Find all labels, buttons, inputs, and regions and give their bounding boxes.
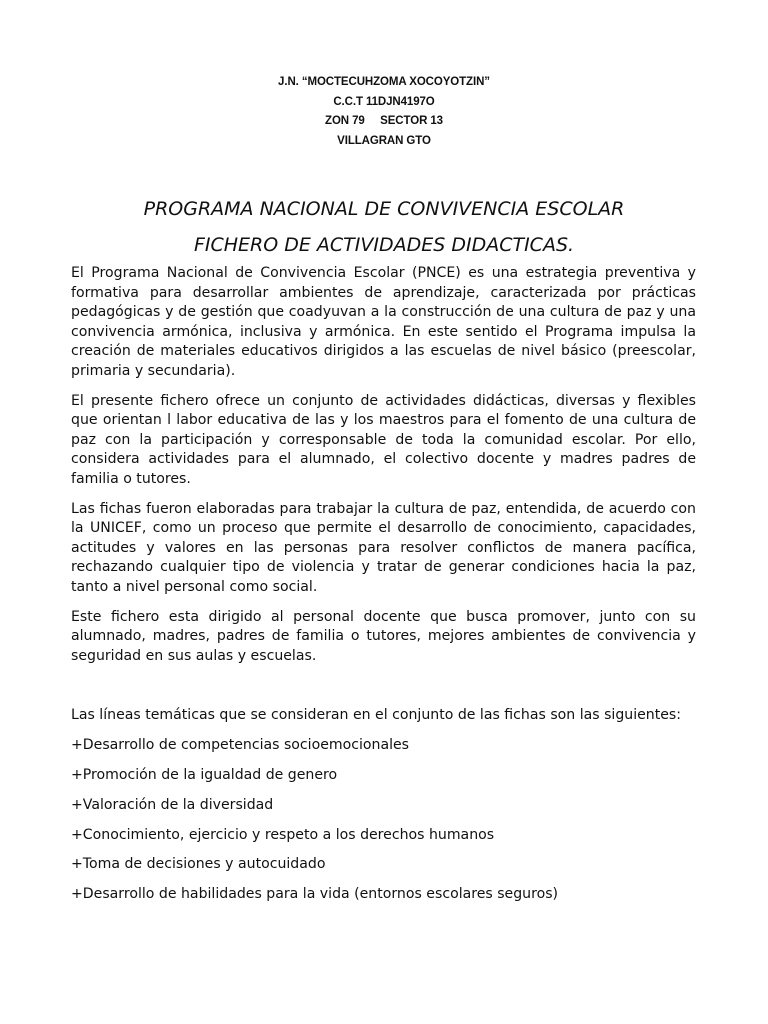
school-header [0, 73, 768, 151]
paragraph-dirigido: Este fichero esta dirigido al personal docente que busca promover, junto con su alumnado, madres, padres de familia o tutores, mejores ambientes de convivencia y seguridad en sus aulas y escuelas. [71, 608, 696, 664]
title-line-2: FICHERO DE ACTIVIDADES DIDACTICAS. [193, 234, 575, 256]
school-zone-sector: ZON 79 SECTOR 13 [325, 115, 443, 127]
paragraph-fichero: El presente fichero ofrece un conjunto de actividades didácticas, diversas y flexibles que orientan l labor educativa de las y los maestros para el fomento de una cultura de paz con la participación y corresponsable de toda la comunidad escolar. Por ello, considera actividades para el alumnado, el colectivo docente y madres padres de familia o tutores. [71, 392, 696, 487]
thematic-line-item: +Promoción de la igualdad de genero [71, 766, 338, 783]
thematic-line-item: +Valoración de la diversidad [71, 796, 274, 813]
paragraph-fichas: Las fichas fueron elaboradas para trabajar la cultura de paz, entendida, de acuerdo con la UNICEF, como un proceso que permite el desarrollo de conocimiento, capacidades, actitudes y valores en las personas para resolver conflictos de manera pacífica, rechazando cualquier tipo de violencia y tratar de generar condiciones hacia la paz, tanto a nivel personal como social. [71, 500, 696, 595]
thematic-line-item: +Conocimiento, ejercicio y respeto a los derechos humanos [71, 826, 495, 843]
document-body [71, 264, 696, 915]
title-line-1: PROGRAMA NACIONAL DE CONVIVENCIA ESCOLAR [143, 198, 625, 220]
thematic-line-item: +Desarrollo de habilidades para la vida (entornos escolares seguros) [71, 886, 559, 903]
thematic-line-item: +Toma de decisiones y autocuidado [71, 856, 326, 873]
document-title [0, 191, 768, 263]
thematic-line-item: +Desarrollo de competencias socioemocionales [71, 736, 410, 753]
thematic-lines-intro: Las líneas temáticas que se consideran en el conjunto de las fichas son las siguientes: [71, 707, 682, 724]
school-name: J.N. “MOCTECUHZOMA XOCOYOTZIN” [278, 76, 490, 88]
paragraph-intro: El Programa Nacional de Convivencia Escolar (PNCE) es una estrategia preventiva y formativa para desarrollar ambientes de aprendizaje, caracterizada por prácticas pedagógicas y de gestión que coadyuvan a la construcción de una cultura de paz y una convivencia armónica, inclusiva y armónica. En este sentido el Programa impulsa la creación de materiales educativos dirigidos a las escuelas de nivel básico (preescolar, primaria y secundaria). [71, 265, 696, 379]
school-location: VILLAGRAN GTO [337, 134, 431, 147]
school-cct: C.C.T 11DJN4197O [333, 95, 435, 108]
